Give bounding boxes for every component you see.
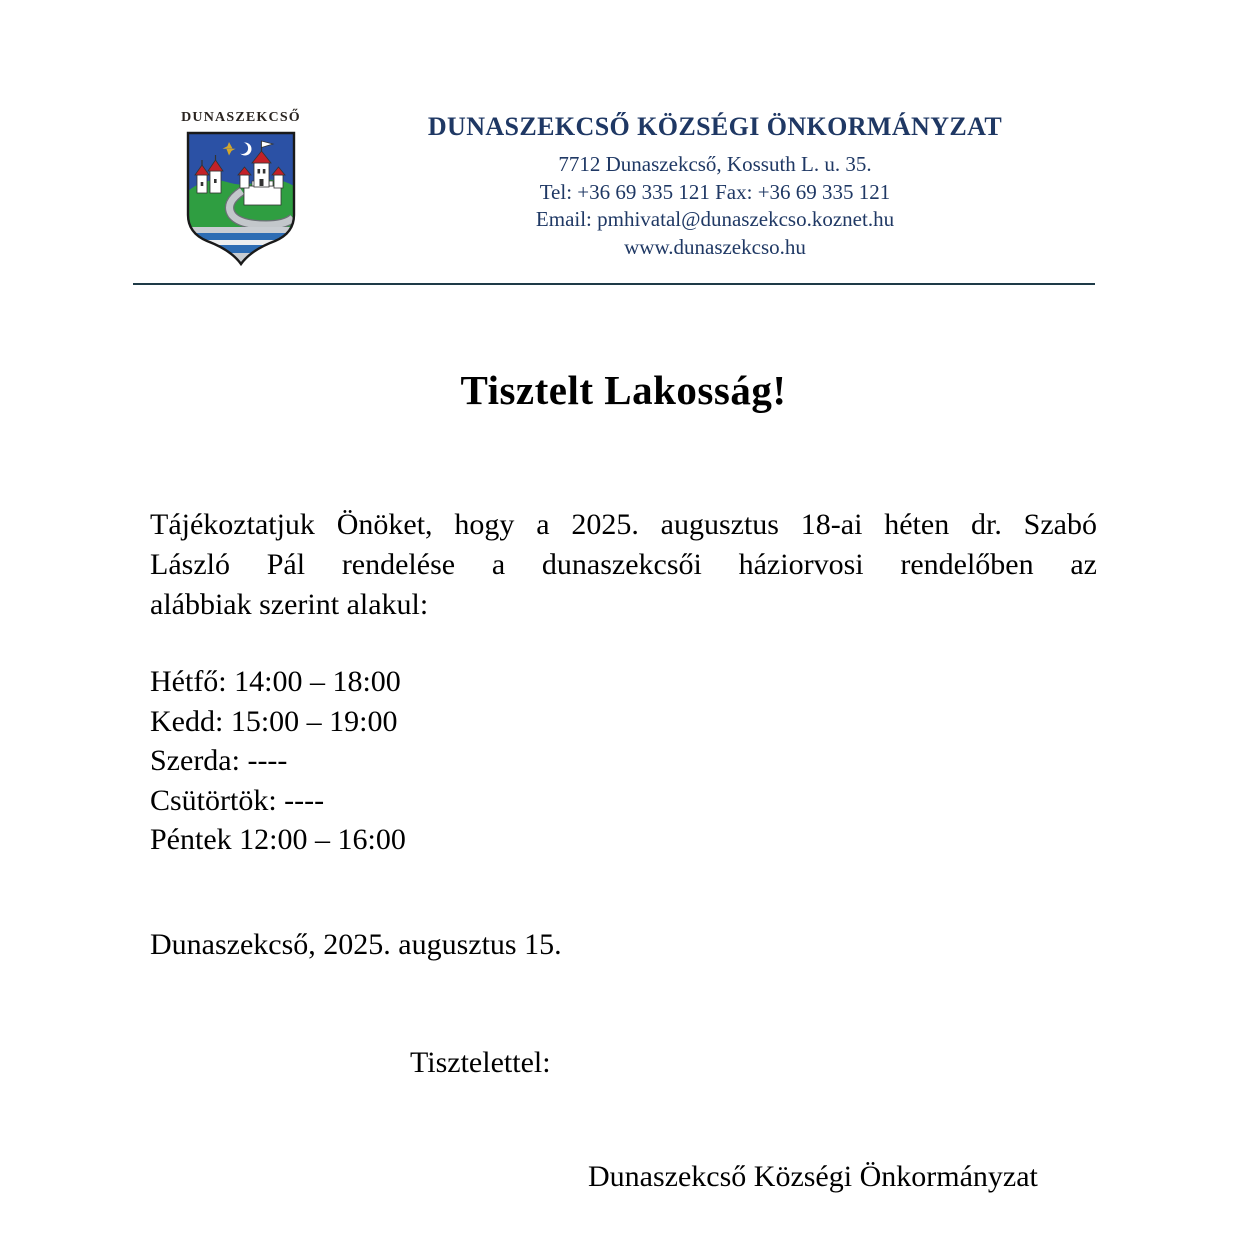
header-divider xyxy=(133,283,1095,285)
org-phone-fax: Tel: +36 69 335 121 Fax: +36 69 335 121 xyxy=(539,179,891,204)
schedule-row-wednesday: Szerda: ---- xyxy=(150,744,288,777)
intro-line: László Pál rendelése a dunaszekcsői háziorvosi rendelőben az xyxy=(150,548,1097,581)
coat-of-arms-icon xyxy=(182,129,300,269)
intro-line: Tájékoztatjuk Önöket, hogy a 2025. augusztus 18-ai héten dr. Szabó xyxy=(150,508,1097,541)
org-name: DUNASZEKCSŐ KÖZSÉGI ÖNKORMÁNYZAT xyxy=(427,112,1003,141)
schedule-row-monday: Hétfő: 14:00 – 18:00 xyxy=(150,665,401,698)
schedule-row-thursday: Csütörtök: ---- xyxy=(150,783,325,817)
schedule-row-tuesday: Kedd: 15:00 – 19:00 xyxy=(150,704,398,738)
salutation: Tisztelettel: xyxy=(410,1046,551,1079)
letterhead xyxy=(330,112,1100,261)
org-website: www.dunaszekcso.hu xyxy=(624,234,806,259)
org-address: 7712 Dunaszekcső, Kossuth L. u. 35. xyxy=(558,152,872,176)
municipality-logo xyxy=(181,110,301,274)
schedule-list xyxy=(150,662,406,860)
signature: Dunaszekcső Községi Önkormányzat xyxy=(588,1160,1038,1193)
date-line: Dunaszekcső, 2025. augusztus 15. xyxy=(150,928,562,961)
logo-label: DUNASZEKCSŐ xyxy=(181,110,301,125)
document-title: Tisztelt Lakosság! xyxy=(460,367,787,413)
schedule-row-friday: Péntek 12:00 – 16:00 xyxy=(150,823,406,856)
org-email: Email: pmhivatal@dunaszekcso.koznet.hu xyxy=(535,207,895,231)
intro-paragraph xyxy=(150,505,1097,625)
intro-line: alábbiak szerint alakul: xyxy=(150,588,429,621)
